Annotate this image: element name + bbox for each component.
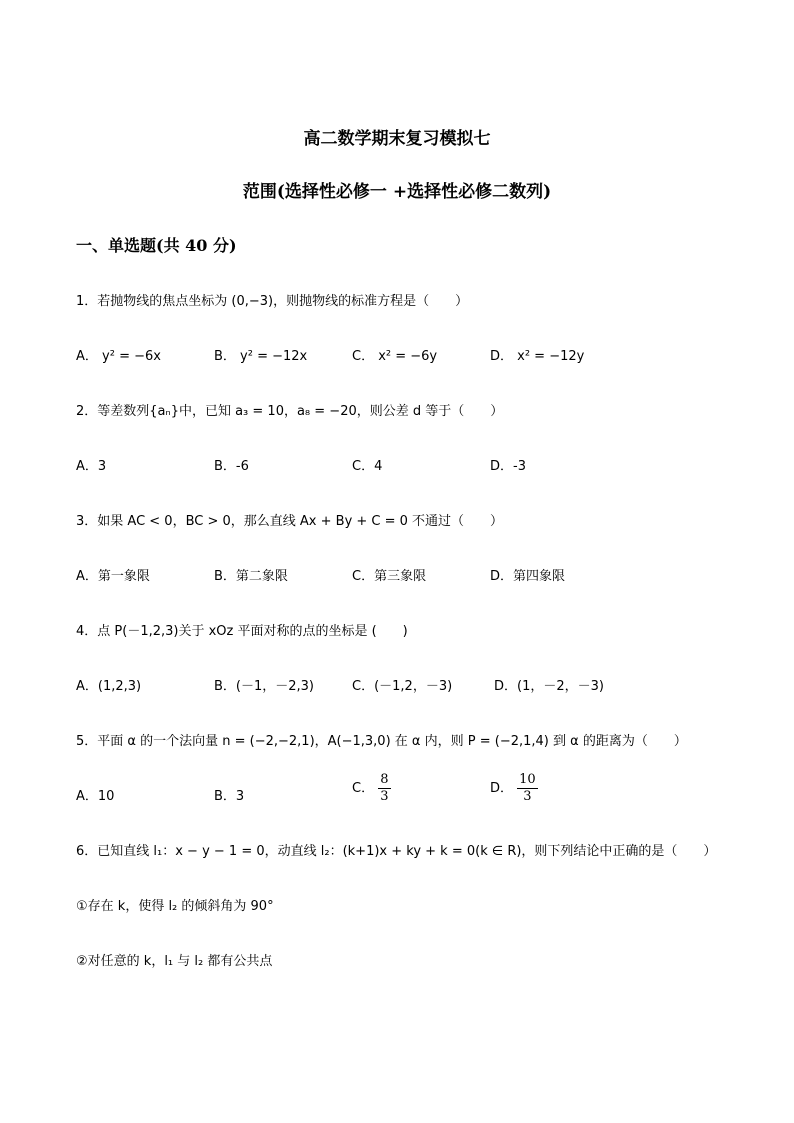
question-1-option-c: C． x² = −6y — [352, 349, 438, 364]
question-6-item-1: ①存在 k，使得 l₂ 的倾斜角为 90° — [76, 899, 274, 914]
question-5-option-b: B．3 — [214, 789, 245, 804]
question-5-option-d — [490, 772, 538, 805]
question-1-option-d: D． x² = −12y — [490, 349, 585, 364]
question-2-option-b: B．-6 — [214, 459, 249, 474]
fraction-numerator: 10 — [519, 772, 536, 787]
question-4-option-b: B．(－1，－2,3) — [214, 679, 315, 694]
question-6-stem: 6．已知直线 l₁：x − y − 1 = 0，动直线 l₂：(k+1)x + ky + k = 0(k ∈ R)，则下列结论中正确的是（ ） — [76, 844, 717, 859]
fraction-denominator: 3 — [523, 789, 532, 804]
section-heading: 一、单选题(共 40 分) — [76, 236, 237, 255]
fraction-denominator: 3 — [380, 789, 389, 804]
question-4-option-a: A．(1,2,3) — [76, 679, 142, 694]
question-4-option-d: D．(1，－2，－3) — [494, 679, 604, 694]
question-3-option-b: B．第二象限 — [214, 569, 288, 584]
question-5-stem: 5．平面 α 的一个法向量 n = (−2,−2,1)，A(−1,3,0) 在 α 内，则 P = (−2,1,4) 到 α 的距离为（ ） — [76, 734, 687, 749]
option-d-label: D． — [490, 781, 514, 796]
question-2-stem: 2．等差数列{aₙ}中，已知 a₃ = 10，a₈ = −20，则公差 d 等于（ ） — [76, 404, 504, 419]
fraction-numerator: 8 — [380, 772, 389, 787]
question-1-option-b: B． y² = −12x — [214, 349, 308, 364]
question-3-option-c: C．第三象限 — [352, 569, 427, 584]
question-2-option-c: C．4 — [352, 459, 383, 474]
option-c-label: C． — [352, 781, 375, 796]
question-2-option-d: D．-3 — [490, 459, 526, 474]
question-5-option-a: A．10 — [76, 789, 115, 804]
question-5-option-c — [352, 772, 391, 805]
question-2-option-a: A．3 — [76, 459, 107, 474]
fraction-8-3 — [378, 772, 390, 805]
question-1-stem: 1．若抛物线的焦点坐标为 (0,−3)，则抛物线的标准方程是（ ） — [76, 294, 469, 309]
question-4-option-c: C．(－1,2，－3) — [352, 679, 453, 694]
question-4-stem: 4．点 P(－1,2,3)关于 xOz 平面对称的点的坐标是 ( ) — [76, 624, 408, 639]
fraction-10-3 — [517, 772, 538, 805]
question-6-item-2: ②对任意的 k，l₁ 与 l₂ 都有公共点 — [76, 954, 273, 969]
page-subtitle: 范围(选择性必修一 +选择性必修二数列) — [242, 182, 552, 202]
page-title: 高二数学期末复习模拟七 — [303, 129, 491, 149]
question-1-option-a: A． y² = −6x — [76, 349, 161, 364]
question-3-option-a: A．第一象限 — [76, 569, 150, 584]
question-3-stem: 3．如果 AC < 0，BC > 0，那么直线 Ax + By + C = 0 不通过（ ） — [76, 514, 504, 529]
question-3-option-d: D．第四象限 — [490, 569, 566, 584]
